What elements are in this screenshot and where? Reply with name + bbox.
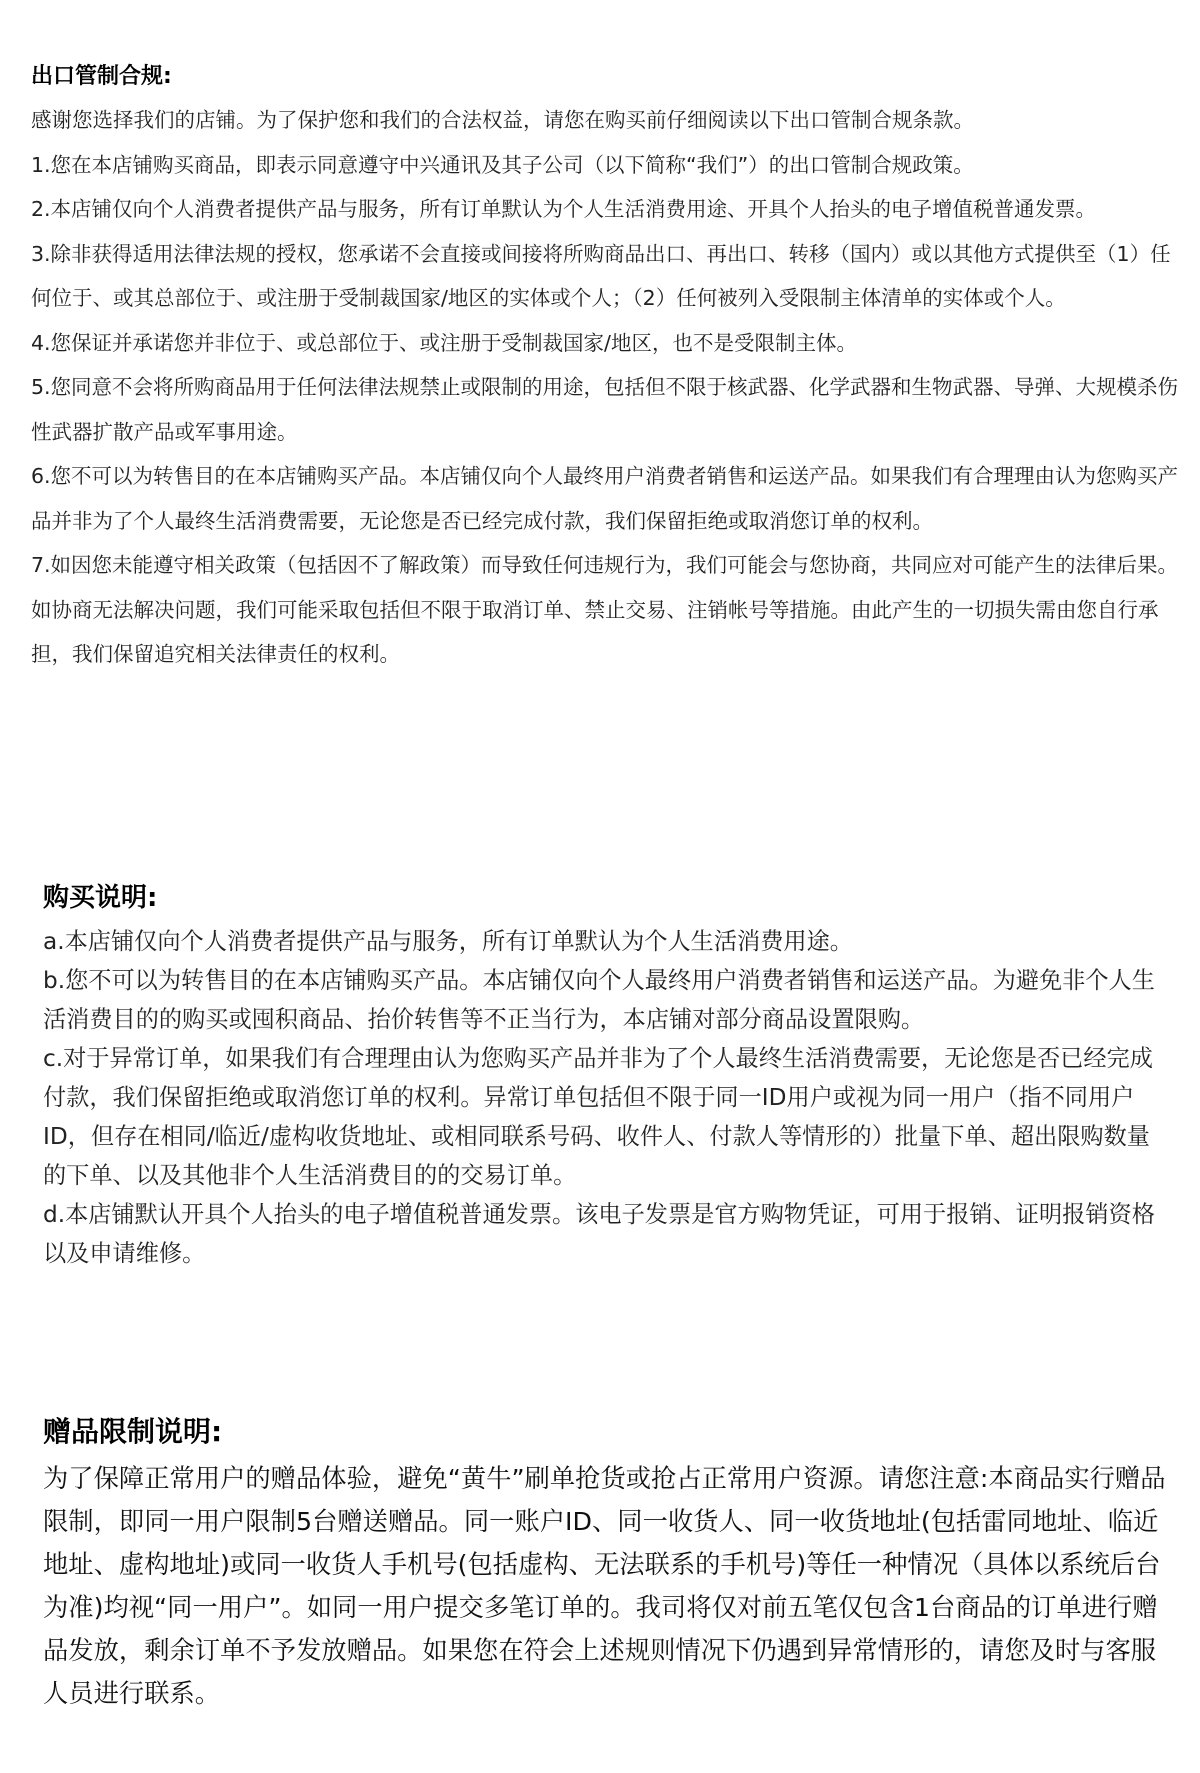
export-compliance-title: 出口管制合规: [31,64,172,89]
purchase-notes-item-c: c.对于异常订单，如果我们有合理理由认为您购买产品并非为了个人最终生活消费需要，无论您是否已经完成付款，我们保留拒绝或取消您订单的权利。异常订单包括但不限于同一ID用户或视为同一用户（指不同用户ID，但存在相同/临近/虚构收货地址、或相同联系号码、收件人、付款人等情形的）批量下单、超出限购数量的下单、以及其他非个人生活消费目的的交易订单。 [43,1045,1153,1189]
gift-limits-section [43,1413,1173,1715]
export-compliance-section [31,62,1181,677]
export-compliance-intro: 感谢您选择我们的店铺。为了保护您和我们的合法权益，请您在购买前仔细阅读以下出口管制合规条款。 [31,108,974,132]
export-compliance-item-2: 2.本店铺仅向个人消费者提供产品与服务，所有订单默认为个人生活消费用途、开具个人抬头的电子增值税普通发票。 [31,197,1097,221]
export-compliance-item-7: 7.如因您未能遵守相关政策（包括因不了解政策）而导致任何违规行为，我们可能会与您协商，共同应对可能产生的法律后果。如协商无法解决问题，我们可能采取包括但不限于取消订单、禁止交易、注销帐号等措施。由此产生的一切损失需由您自行承担，我们保留追究相关法律责任的权利。 [31,553,1179,666]
purchase-notes-title: 购买说明: [43,883,158,913]
export-compliance-item-1: 1.您在本店铺购买商品，即表示同意遵守中兴通讯及其子公司（以下简称“我们”）的出口管制合规政策。 [31,152,974,177]
export-compliance-item-3: 3.除非获得适用法律法规的授权，您承诺不会直接或间接将所购商品出口、再出口、转移（国内）或以其他方式提供至（1）任何位于、或其总部位于、或注册于受制裁国家/地区的实体或个人；（2）任何被列入受限制主体清单的实体或个人。 [31,241,1171,310]
gift-limits-body: 为了保障正常用户的赠品体验，避免“黄牛”刷单抢货或抢占正常用户资源。请您注意:本商品实行赠品限制，即同一用户限制5台赠送赠品。同一账户ID、同一收货人、同一收货地址(包括雷同地址、临近地址、虚构地址)或同一收货人手机号(包括虚构、无法联系的手机号)等任一种情况（具体以系统后台为准)均视“同一用户”。如同一用户提交多笔订单的。我司将仅对前五笔仅包含1台商品的订单进行赠品发放，剩余订单不予发放赠品。如果您在符会上述规则情况下仍遇到异常情形的，请您及时与客服人员进行联系。 [43,1464,1166,1708]
purchase-notes-item-b: b.您不可以为转售目的在本店铺购买产品。本店铺仅向个人最终用户消费者销售和运送产品。为避免非个人生活消费目的的购买或囤积商品、抬价转售等不正当行为，本店铺对部分商品设置限购。 [43,967,1155,1033]
purchase-notes-section [43,880,1173,1273]
export-compliance-item-4: 4.您保证并承诺您并非位于、或总部位于、或注册于受制裁国家/地区，也不是受限制主体。 [31,330,857,355]
export-compliance-item-5: 5.您同意不会将所购商品用于任何法律法规禁止或限制的用途，包括但不限于核武器、化学武器和生物武器、导弹、大规模杀伤性武器扩散产品或军事用途。 [31,375,1179,444]
purchase-notes-item-a: a.本店铺仅向个人消费者提供产品与服务，所有订单默认为个人生活消费用途。 [43,928,853,955]
purchase-notes-item-d: d.本店铺默认开具个人抬头的电子增值税普通发票。该电子发票是官方购物凭证，可用于报销、证明报销资格以及申请维修。 [43,1201,1155,1267]
gift-limits-title: 赠品限制说明: [43,1415,223,1448]
export-compliance-item-6: 6.您不可以为转售目的在本店铺购买产品。本店铺仅向个人最终用户消费者销售和运送产品。如果我们有合理理由认为您购买产品并非为了个人最终生活消费需要，无论您是否已经完成付款，我们保留拒绝或取消您订单的权利。 [31,464,1179,533]
